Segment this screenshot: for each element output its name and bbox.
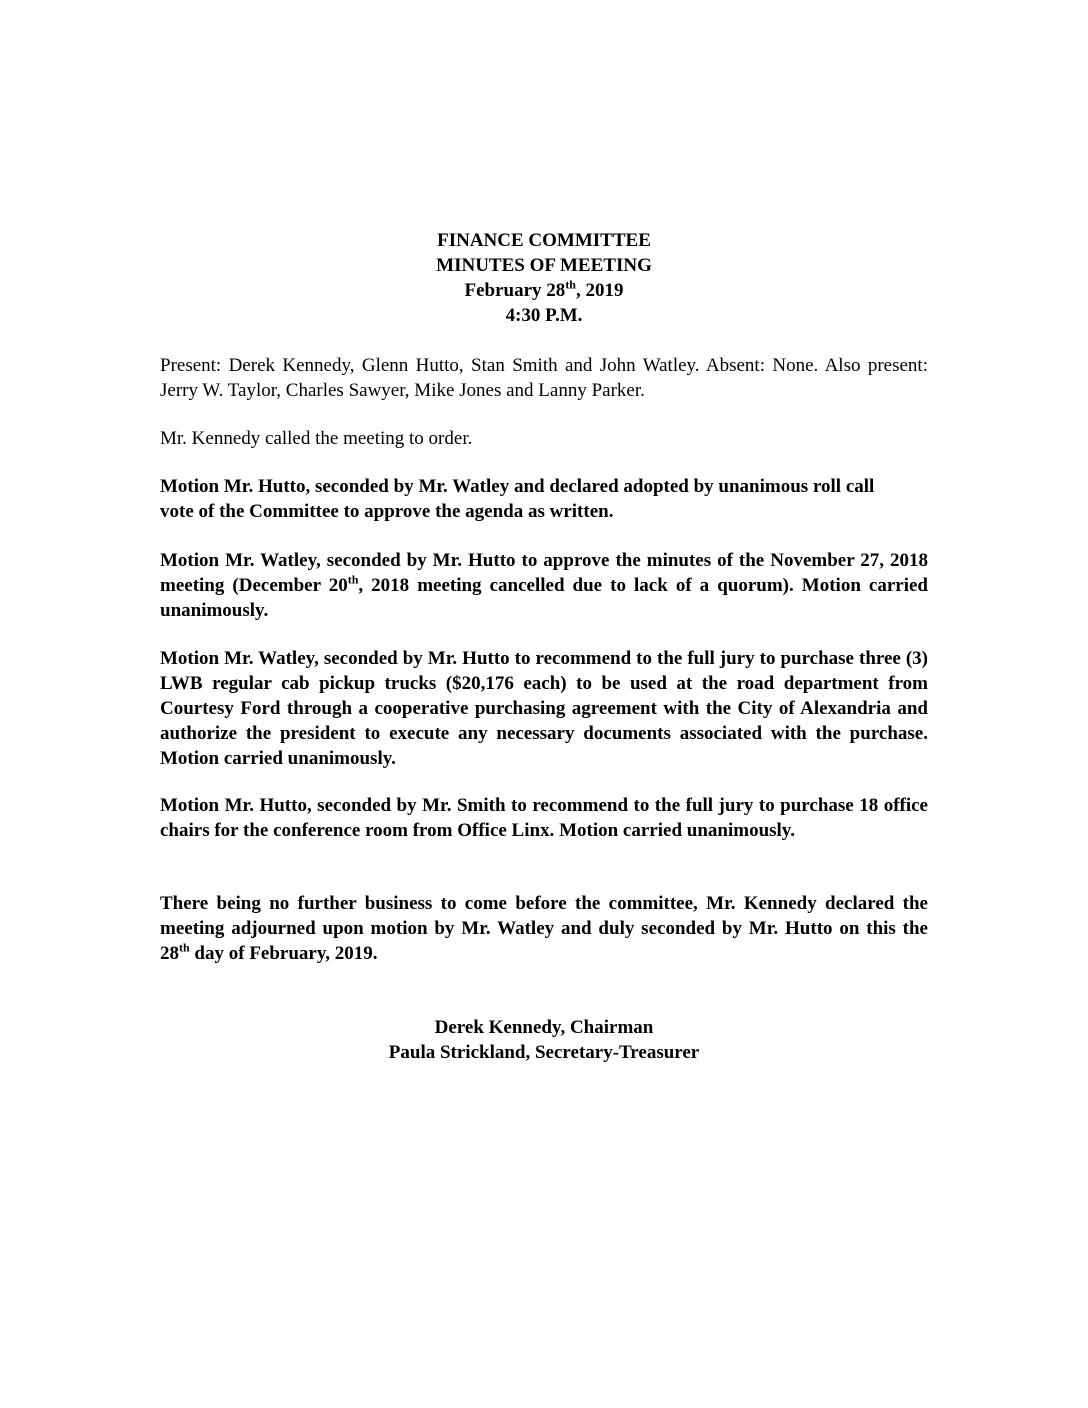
meeting-date <box>0 278 1088 303</box>
meeting-date-suffix: th <box>565 277 576 292</box>
motion-minutes-text-b: , 2018 meeting cancelled due to lack of a quorum). Motion carried unanimously. <box>160 575 928 621</box>
call-to-order-paragraph: Mr. Kennedy called the meeting to order. <box>160 428 473 449</box>
adjournment-text-a: There being no further business to come before the committee, Mr. Kennedy declared the meeting adjourned upon motion by Mr. Watley and duly seconded by Mr. Hutto on this the 28 <box>160 893 928 964</box>
chairman-signature: Derek Kennedy, Chairman <box>434 1017 654 1038</box>
motion-chairs-paragraph: Motion Mr. Hutto, seconded by Mr. Smith to recommend to the full jury to purchase 18 office chairs for the conference room from Office Linx. Motion carried unanimously. <box>160 795 928 841</box>
adjournment-suffix: th <box>179 940 190 955</box>
motion-minutes-text-a: Motion Mr. Watley, seconded by Mr. Hutto to approve the minutes of the November 27, 2018 meeting (December 20 <box>160 550 928 596</box>
attendance-paragraph: Present: Derek Kennedy, Glenn Hutto, Stan Smith and John Watley. Absent: None. Also present: Jerry W. Taylor, Charles Sawyer, Mike Jones and Lanny Parker. <box>160 355 928 401</box>
signature-block <box>0 1015 1088 1065</box>
motion-minutes-paragraph <box>160 548 928 623</box>
meeting-time: 4:30 P.M. <box>505 305 583 326</box>
meeting-date-month-day: February 28 <box>464 280 566 301</box>
adjournment-paragraph <box>160 891 928 966</box>
secretary-signature: Paula Strickland, Secretary-Treasurer <box>388 1042 700 1063</box>
meeting-date-year: , 2019 <box>575 280 624 301</box>
adjournment-text-b: day of February, 2019. <box>189 943 378 964</box>
motion-minutes-suffix: th <box>347 572 359 587</box>
committee-title: FINANCE COMMITTEE <box>437 230 651 251</box>
motion-agenda-paragraph: Motion Mr. Hutto, seconded by Mr. Watley and declared adopted by unanimous roll call vote of the Committee to approve the agenda as written. <box>160 476 875 522</box>
motion-trucks-paragraph: Motion Mr. Watley, seconded by Mr. Hutto to recommend to the full jury to purchase three (3) LWB regular cab pickup trucks ($20,176 each) to be used at the road department from Courtesy Ford through a cooperative purchasing agreement with the City of Alexandria and authorize the president to execute any necessary documents associated with the purchase. Motion carried unanimously. <box>160 648 928 769</box>
document-header <box>0 228 1088 328</box>
minutes-title: MINUTES OF MEETING <box>436 255 652 276</box>
